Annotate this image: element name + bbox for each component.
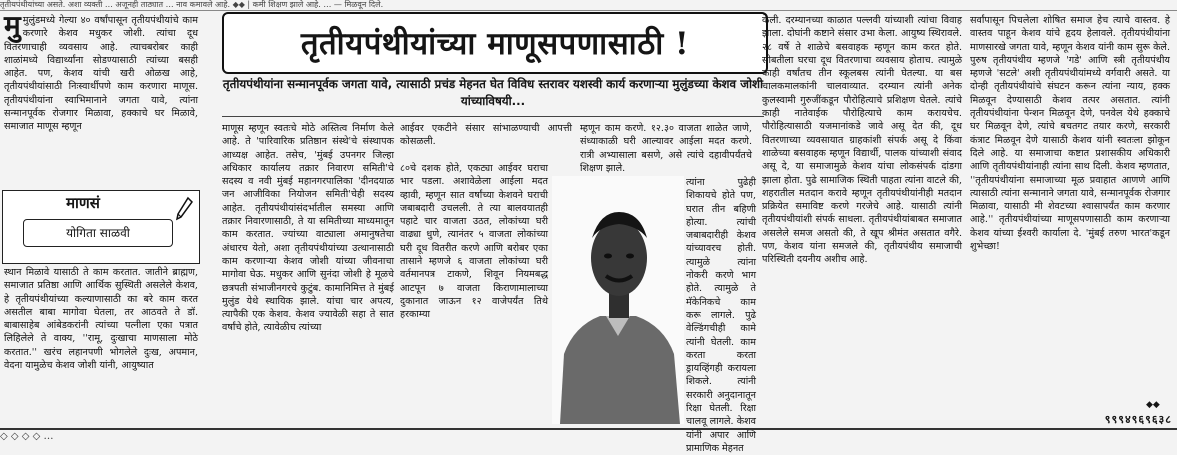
phone-number: ९९९४९६९६३८	[1104, 413, 1172, 426]
column-1-bottom-text: स्थान मिळावे यासाठी ते काम करतात. जातीने ब्राह्मण, समाजात प्रतिष्ठा आणि आर्थिक सुस्थिती असलेले केशव, हे तृतीयपंथीयांच्या कल्याणासाठी का बरे काम करत असतील बाबा मागोवा घेतला, तर आठवते ते डॉ. बाबासाहेब आंबेडकरांनी त्यांच्या पत्नीला एका पत्रात लिहिलेले ते वाक्य, ''रामू, दुःखाचा माणसाला मोठे करतात.'' खरंच लहानपणी भोगलेले दुःख, अपमान, वेदना यामुळेच केशव जोशी यांनी, आयुष्यात	[4, 267, 198, 372]
subheadline: तृतीयपंथीयांना सन्मानपूर्वक जगता यावे, त्यासाठी प्रचंड मेहनत घेत विविध स्तरावर यशस्वी कार्य करणाऱ्या मुलुंडच्या केशव जोशी यांच्याविषयी...	[222, 77, 764, 108]
column-1-top	[4, 9, 198, 188]
drop-cap: मु	[4, 9, 21, 42]
column-box	[2, 190, 200, 264]
top-strip: तृतीयपंथीयांच्या असते. अशा व्यक्ती … अजूनही ताठ्यात … नाव कमावले आहे. ◆◆ | कमी शिक्षण झाले आहे. … — मिळवून दिले.	[0, 0, 1177, 11]
column-6-text: सर्वांपासून पिचलेला शोषित समाज हेच त्याचे वास्तव. हे वास्तव पाहून केशव यांचे हृदय हेलावले. तृतीयपंथीयांना माणसारखे जगता यावे, म्हणून केशव यांनी काम सुरू केले. पुरुष तृतीयपंथीय म्हणजे 'गडे' आणि स्त्री तृतीयपंथीय म्हणजे 'सटले' अशी तृतीयपंथीयांमध्ये वर्गवारी असते. या दोन्ही तृतीयपंथीयांचे संघटन करून त्यांना न्याय, हक्क मिळवून देण्यासाठी केशव तत्पर असतात. त्यांनी तृतीयपंथीयांना पेन्शन मिळवून देणे, पनवेल येथे हक्काचे घर मिळवून देणे, त्यांचे बचतगट तयार करणे, सरकारी कंत्राट मिळवून देणे यासाठी केशव यांनी स्वतःला झोकून दिले आहे. या समाजाचा कष्टात प्रशासकीय अधिकारी आणि तृतीयपंथीयांनाही त्यांना साथ दिली. केशव म्हणतात, ''तृतीयपंथीयांना समाजाच्या मूळ प्रवाहात आणणे आणि त्यासाठी त्यांना सन्मानाने जगता यावे, सन्मानपूर्वक रोजगार मिळावा, यासाठी मी शेवटच्या श्वासापर्यंत काम करणार आहे.'' तृतीयपंथीयांच्या माणूसपणासाठी काम करणाऱ्या केशव यांच्या ईश्वरी कार्याला दे. 'मुंबई तरुण भारत'कडून शुभेच्छा!	[970, 15, 1170, 253]
column-5	[762, 14, 962, 426]
portrait-illustration	[552, 176, 684, 424]
column-3	[400, 162, 548, 426]
column-3-top-text: आईवर एकटीने संसार सांभाळण्याची आपत्ती कोसळली.	[400, 123, 572, 148]
end-marks: ◆◆	[1146, 400, 1160, 410]
column-4-text: त्यांना पुढेही शिकायचे होते पण, घरात तीन बहिणी होत्या. त्यांची जबाबदारीही केशव यांच्यावरच होती. त्यामुळे त्यांना नोकरी करणे भाग होते. त्यामुळे ते मॅकेनिकचे काम करू लागले. पुढे वेल्डिंगचीही कामे त्यांनी घेतली. काम करता करता ड्रायव्हिंगही करायला शिकले. त्यांनी सरकारी अनुदानातून रिक्षा घेतली. रिक्षा चालवू लागले. केशव यांनी अपार आणि प्रामाणिक मेहनत	[686, 177, 756, 454]
column-1-bottom	[4, 266, 198, 426]
column-2-text: माणूस म्हणून स्वतःचे मोठे अस्तित्व निर्माण केले आहे. ते 'पारिवारिक प्रतिष्ठान संस्थे'चे संस्थापक आध्यक्ष आहेत. तसेच, 'मुंबई उपनगर जिल्हा अधिकार कार्यालय तक्रार निवारण समिती'चे सदस्य व नवी मुंबई महानगरपालिका 'दीनदयाळ जन आजीविका नियोजन समिती'चेही सदस्य आहेत. तृतीयपंथीयांसंदर्भातील समस्या आणि तक्रार निवारणासाठी, ते या समितीच्या माध्यमातून काम करतात. ज्यांच्या वाट्याला अमानुषतेचा अंधारच येतो, अशा तृतीयपंथीयांच्या उत्थानासाठी काम करणाऱ्या केशव जोशी यांच्या जीवनाचा मागोवा घेऊ. मधुकर आणि सुनंदा जोशी हे मूळचे छत्रपती संभाजीनगरचे कुटुंब. कामानिमित्त ते मुंबई मुलुंड येथे स्थायिक झाले. यांचा चार अपत्य, त्यापैकी एक केशव. केशव ज्यावेळी सहा ते सात वर्षांचे होते, त्यावेळीच त्यांच्या	[222, 123, 394, 334]
headline: तृतीयपंथीयांच्या माणूसपणासाठी !	[222, 12, 768, 74]
subheadline-rule	[222, 116, 764, 117]
column-label: माणसं	[66, 194, 100, 212]
column-4	[686, 176, 756, 454]
column-3-text: ८०चे दशक होते, एकट्या आईवर घराचा भार पडला. अशावेळेला आईला मदत व्हावी, म्हणून सात वर्षांच्या केशवने घराची जबाबदारी उचलली. ते त्या बालवयातही पहाटे चार वाजता उठत, लोकांच्या घरी वाढ्या धुणे, त्यानंतर ५ वाजता लोकांच्या घरी दूध वितरीत करणे आणि बरोबर एका तासाने म्हणजे ६ वाजता लोकांच्या घरी वर्तमानपत्र टाकणे, शिवून नियमबद्ध आटपून ७ वाजता किराणामालाच्या दुकानात जाऊन १२ वाजेपर्यंत तिथे हरकाम्या	[400, 163, 548, 321]
author-name: योगिता साळवी	[23, 219, 173, 247]
portrait-photo	[552, 176, 684, 424]
column-3-top	[400, 122, 572, 156]
column-5-text: केली. दरम्यानच्या काळात पल्लवी यांच्याशी त्यांचा विवाह झाला. दोघांनी कष्टाने संसार उभा केला. आयुष्य स्थिरावले. २८ वर्षे ते शाळेचे बसवाहक म्हणून काम करत होते. सोबतीला घरचा दूध वितरणाचा व्यवसाय होताच. त्यामुळे काही वर्षांतच तीन स्कूलबस त्यांनी घेतल्या. या बस चालकमालकांनी चालवाव्यात. दरम्यान त्यांनी अनेक कुलस्वामी गुरुजींकडून पौरोहित्याचे प्रशिक्षण घेतले. त्यांचे काही नातेवाईक पौरोहित्याचे काम करायचेच. पौरोहित्यासाठी यजमानांकडे जावे असू देत की, दूध वितरणाच्या व्यवसायात ग्राहकांशी संपर्क असू दे किंवा शाळेच्या बसवाहक म्हणून विद्यार्थी, पालक यांच्याशी संवाद असू दे, या समाजामुळे केशव यांचा लोकसंपर्क दांडगा झाला होता. पुढे सामाजिक स्थिती पाहता त्यांना वाटले की, शहरातील मतदान करावे म्हणून तृतीयपंथीयांनीही मतदान प्रक्रियेत समाविष्ट करणे गरजेचे आहे. यासाठी त्यांनी तृतीयपंथीयांशी संपर्क साधला. तृतीयपंथीयांबाबत समाजात असलेले समज असतो की, ते खूप श्रीमंत असतात वगैरे. पण, केशव यांना समजले की, तृतीयपंथीय समाजाची परिस्थिती दयनीय अशीच आहे.	[762, 15, 962, 266]
column-2	[222, 122, 394, 426]
column-4-top-text: म्हणून काम करणे. १२.३० वाजता शाळेत जाणे, संध्याकाळी घरी आल्यावर आईला मदत करणे. रात्री अभ्यासाला बसणे, असे त्यांचे दहावीपर्यंतचे शिक्षण झाले.	[580, 123, 752, 174]
bottom-strip: ◇ ◇ ◇ ◇ …	[0, 428, 1177, 444]
column-6	[970, 14, 1170, 398]
column-1-top-text: मुलुंडमध्ये गेल्या ४० वर्षांपासून तृतीयपंथीयांचे काम करणारे केशव मधुकर जोशी. त्यांचा दूध वितरणाचाही व्यवसाय आहे. त्याचबरोबर काही शाळांमध्ये विद्यार्थ्यांना सोडण्यासाठी त्यांच्या बसही आहेत. पण, केशव यांची खरी ओळख आहे, तृतीयपंथीयांसाठी निःस्वार्थीपणे काम करणारा माणूस. तृतीयपंथीयांना स्वाभिमानाने जगता यावे, त्यांना सन्मानपूर्वक रोजगार मिळावा, हक्काचे घर मिळावे, समाजात माणूस म्हणून	[4, 15, 198, 133]
column-4-top	[580, 122, 752, 174]
pen-icon	[175, 197, 193, 221]
